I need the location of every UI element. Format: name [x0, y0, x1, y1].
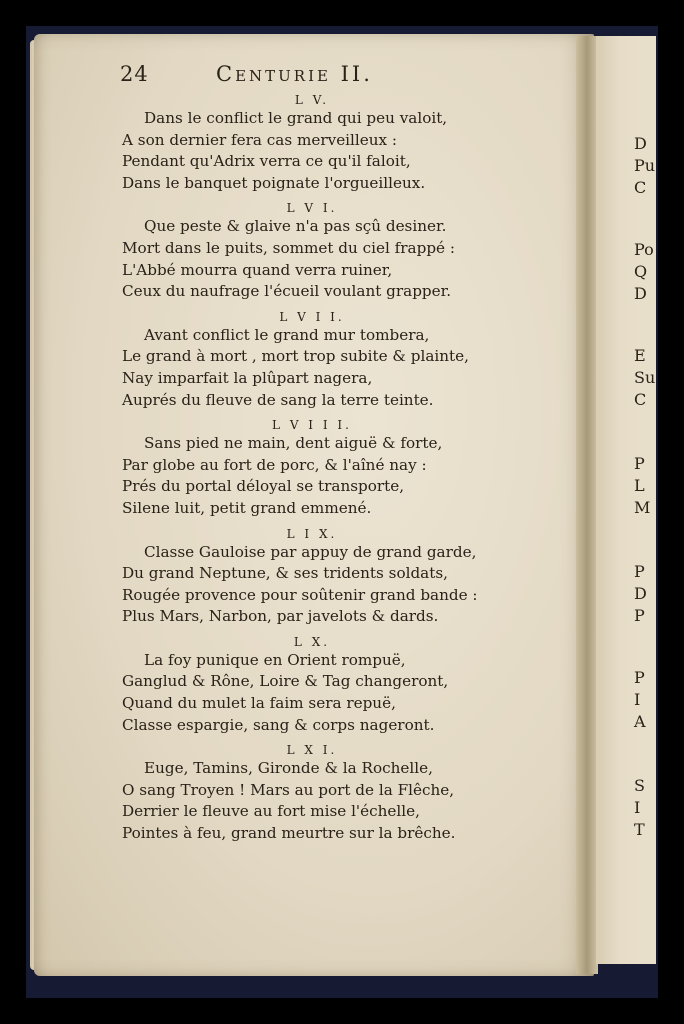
verse-line: Par globe au fort de porc, & l'aîné nay :: [122, 455, 427, 474]
verse-line: Pointes à feu, grand meurtre sur la brêche.: [122, 824, 456, 843]
verse-line: Ganglud & Rône, Loire & Tag changeront,: [122, 672, 449, 691]
verse-line: Dans le conflict le grand qui peu valoit,: [144, 109, 448, 127]
verse-line: Sans pied ne main, dent aiguë & forte,: [144, 434, 443, 453]
verse-line: Avant conflict le grand mur tombera,: [144, 325, 430, 344]
verse-line: Pendant qu'Adrix verra ce qu'il faloit,: [122, 152, 411, 171]
verse-line: Mort dans le puits, sommet du ciel frappé :: [122, 238, 455, 257]
verse-line: Plus Mars, Narbon, par javelots & dards.: [122, 607, 439, 626]
quatrain-numeral: L V I I I.: [272, 418, 352, 433]
fragment-text: P: [634, 668, 645, 687]
verse-line: Auprés du fleuve de sang la terre teinte.: [122, 390, 434, 409]
quatrain-numeral: L V I I.: [279, 309, 345, 324]
verse-line: La foy punique en Orient rompuë,: [144, 650, 406, 669]
quatrain: [122, 742, 542, 844]
fragment-text: P: [634, 454, 645, 473]
fragment-text: I: [634, 798, 641, 817]
fragment-text: Po: [634, 240, 654, 259]
fragment-text: D: [634, 284, 647, 303]
fragment-text: C: [634, 390, 647, 409]
quatrain-numeral: L V.: [294, 93, 330, 107]
verse-line: Quand du mulet la faim sera repuë,: [122, 694, 396, 713]
quatrain: [122, 634, 542, 736]
verse-line: Derrier le fleuve au fort mise l'échelle,: [122, 802, 420, 821]
verse-line: Classe Gauloise par appuy de grand garde,: [144, 542, 477, 561]
book-gutter: [576, 36, 598, 974]
quatrain-list: [122, 92, 542, 851]
verse-line: Rougée provence pour soûtenir grand bande :: [122, 585, 478, 604]
verse-line: Le grand à mort , mort trop subite & plainte,: [122, 347, 469, 366]
fragment-text: T: [634, 820, 645, 839]
verse-line: Que peste & glaive n'a pas sçû desiner.: [144, 217, 447, 236]
fragment-text: L: [634, 476, 645, 495]
quatrain: [122, 417, 542, 519]
verse-line: Du grand Neptune, & ses tridents soldats,: [122, 564, 448, 583]
quatrain: [122, 92, 542, 194]
quatrain: [122, 526, 542, 628]
quatrain: [122, 200, 542, 302]
fragment-text: Q: [634, 262, 648, 281]
quatrain-numeral: L V I.: [286, 201, 338, 216]
verse-line: Silene luit, petit grand emmené.: [122, 498, 372, 517]
fragment-text: P: [634, 606, 645, 625]
fragment-text: Pu: [634, 156, 656, 175]
fragment-text: D: [634, 584, 647, 603]
verse-line: A son dernier fera cas merveilleux :: [122, 130, 398, 149]
page-title: Centurie II.: [216, 62, 373, 86]
verse-line: Ceux du naufrage l'écueil voulant grapper.: [122, 282, 452, 301]
verse-line: Dans le banquet poignate l'orgueilleux.: [122, 173, 426, 192]
fragment-text: A: [634, 712, 646, 731]
verse-line: Euge, Tamins, Gironde & la Rochelle,: [144, 759, 433, 778]
fragment-text: M: [634, 498, 651, 517]
quatrain-numeral: L X I.: [286, 743, 338, 758]
fragment-text: I: [634, 690, 641, 709]
fragment-text: P: [634, 562, 645, 581]
fragment-text: S: [634, 776, 645, 795]
quatrain: [122, 309, 542, 411]
verse-line: L'Abbé mourra quand verra ruiner,: [122, 260, 393, 279]
verse-line: Nay imparfait la plûpart nagera,: [122, 368, 373, 387]
verse-line: O sang Troyen ! Mars au port de la Flêche,: [122, 780, 455, 799]
fragment-text: Su: [634, 368, 656, 387]
verse-line: Prés du portal déloyal se transporte,: [122, 477, 405, 496]
fragment-text: E: [634, 346, 646, 365]
page-number: 24: [120, 62, 149, 86]
quatrain-numeral: L I X.: [286, 526, 338, 541]
quatrain-numeral: L X.: [293, 634, 331, 649]
fragment-text: D: [634, 134, 647, 153]
fragment-text: C: [634, 178, 647, 197]
verse-line: Classe espargie, sang & corps nageront.: [122, 715, 435, 734]
